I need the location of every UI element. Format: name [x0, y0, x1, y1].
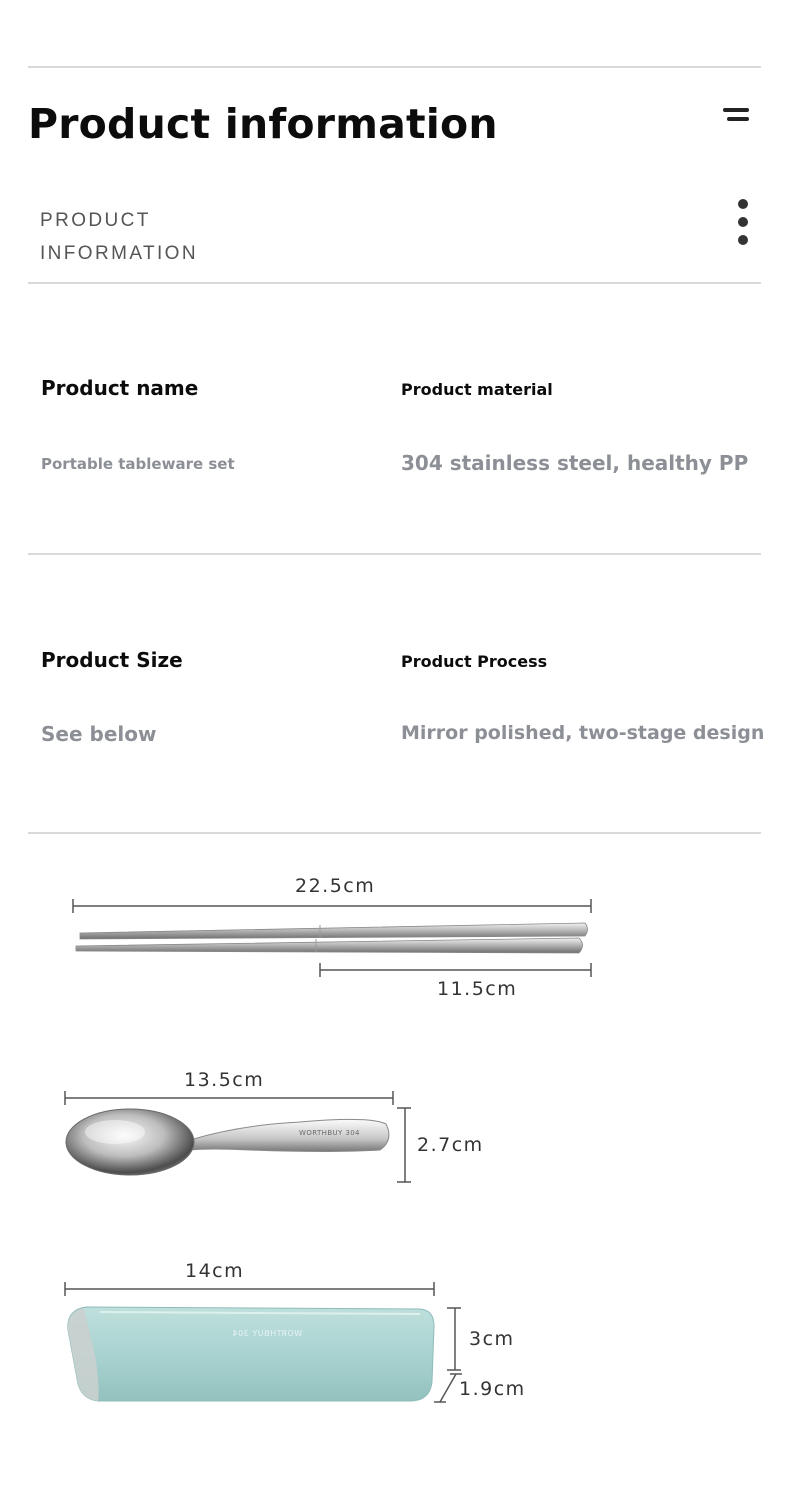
case-depth-label: 1.9cm — [459, 1378, 526, 1400]
chopsticks-half-label: 11.5cm — [437, 978, 518, 1000]
case-image — [68, 1307, 434, 1401]
case-brand-engraving: WORTHBUY 304 — [232, 1329, 303, 1338]
spec-label-product-material: Product material — [401, 380, 553, 399]
spoon-width-dimension — [397, 1108, 411, 1182]
spec-value-product-name: Portable tableware set — [41, 455, 235, 473]
chopsticks-length-dimension — [73, 899, 591, 913]
subtitle-line-2: INFORMATION — [40, 243, 198, 264]
spoon-length-dimension — [65, 1091, 393, 1105]
spoon-brand-engraving: WORTHBUY 304 — [299, 1129, 360, 1137]
chopsticks-length-label: 22.5cm — [295, 875, 376, 897]
case-depth-dimension — [434, 1374, 462, 1402]
spoon-width-label: 2.7cm — [417, 1134, 484, 1156]
chopsticks-image — [76, 923, 588, 953]
chopsticks-half-dimension — [320, 963, 591, 977]
spec-value-product-material: 304 stainless steel, healthy PP — [401, 451, 749, 475]
spec-value-product-process: Mirror polished, two-stage design — [401, 722, 765, 744]
spec-label-product-process: Product Process — [401, 652, 548, 671]
case-height-label: 3cm — [469, 1328, 515, 1350]
case-length-label: 14cm — [185, 1260, 245, 1282]
spec-value-product-size: See below — [41, 722, 157, 746]
case-height-dimension — [447, 1308, 461, 1370]
case-length-dimension — [65, 1282, 434, 1296]
spoon-image — [66, 1109, 389, 1175]
spec-label-product-name: Product name — [41, 376, 199, 400]
spec-label-product-size: Product Size — [41, 648, 183, 672]
subtitle-line-1: PRODUCT — [40, 210, 151, 231]
spoon-length-label: 13.5cm — [184, 1069, 265, 1091]
page-title: Product information — [28, 100, 498, 148]
